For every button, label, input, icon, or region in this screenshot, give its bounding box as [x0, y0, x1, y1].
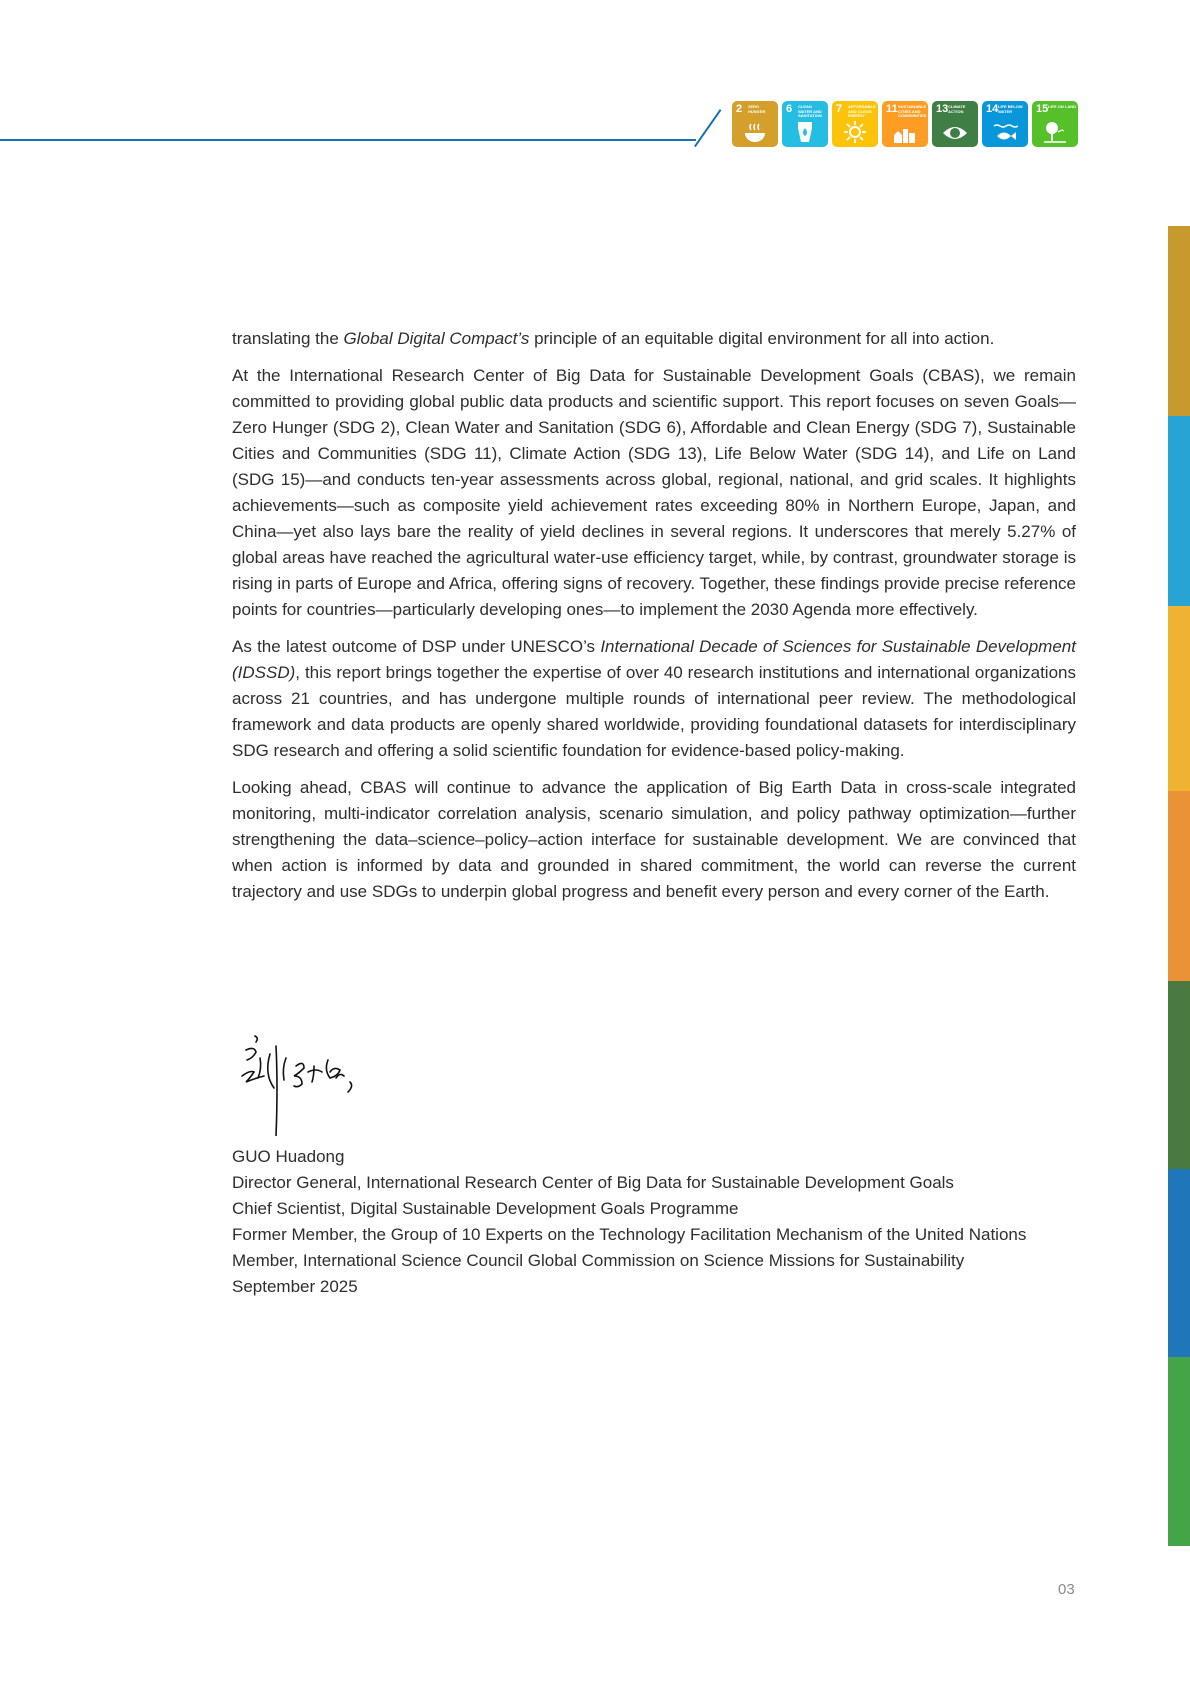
side-bar-segment: [1168, 416, 1190, 606]
paragraph: Looking ahead, CBAS will continue to advance the application of Big Earth Data in cross-scale integrated monitoring, multi-indicator correlation analysis, scenario simulation, and policy pathway optimization—further strengthening the data–science–policy–action interface for sustainable development. We are convinced that when action is informed by data and grounded in shared commitment, the world can reverse the current trajectory and use SDGs to underpin global progress and benefit every person and every corner of the Earth.: [232, 778, 1076, 901]
sdg-color-side-bar: [1168, 226, 1190, 1546]
sdg-15-tile: 15 LIFE ON LAND: [1032, 101, 1078, 147]
side-bar-segment: [1168, 1169, 1190, 1357]
signature-image: [240, 1032, 380, 1136]
fish-icon: [992, 119, 1018, 145]
signature-date: September 2025: [232, 1277, 358, 1296]
sdg-11-tile: 11 SUSTAINABLE CITIES AND COMMUNITIES: [882, 101, 928, 147]
eye-globe-icon: [942, 119, 968, 145]
side-bar-segment: [1168, 981, 1190, 1169]
bowl-icon: [742, 119, 768, 145]
sdg-13-tile: 13 CLIMATE ACTION: [932, 101, 978, 147]
signatory-title: Chief Scientist, Digital Sustainable Development Goals Programme: [232, 1199, 739, 1218]
paragraph: translating the Global Digital Compact’s principle of an equitable digital environment for all into action.: [232, 329, 995, 348]
foreword-body: [232, 326, 1076, 916]
header-slash: [694, 109, 721, 147]
side-bar-segment: [1168, 1357, 1190, 1546]
sdg-icon-row: [732, 101, 1078, 147]
water-drop-icon: [792, 119, 818, 145]
side-bar-segment: [1168, 791, 1190, 981]
signatory-name: GUO Huadong: [232, 1147, 345, 1166]
page-number: 03: [1058, 1581, 1075, 1598]
sdg-2-tile: 2 ZERO HUNGER: [732, 101, 778, 147]
header-rule: [0, 139, 696, 141]
sdg-6-tile: 6 CLEAN WATER AND SANITATION: [782, 101, 828, 147]
signature-block: [232, 1144, 1026, 1300]
signatory-title: Member, International Science Council Global Commission on Science Missions for Sustainability: [232, 1251, 965, 1270]
side-bar-segment: [1168, 226, 1190, 416]
sdg-14-tile: 14 LIFE BELOW WATER: [982, 101, 1028, 147]
sun-icon: [842, 119, 868, 145]
side-bar-segment: [1168, 606, 1190, 791]
sdg-7-tile: 7 AFFORDABLE AND CLEAN ENERGY: [832, 101, 878, 147]
signatory-title: Former Member, the Group of 10 Experts on the Technology Facilitation Mechanism of the United Nations: [232, 1225, 1027, 1244]
paragraph: As the latest outcome of DSP under UNESCO’s International Decade of Sciences for Sustainable Development (IDSSD), this report brings together the expertise of over 40 research institutions and international organizations across 21 countries, and has undergone multiple rounds of international peer review. The methodological framework and data products are openly shared worldwide, providing foundational datasets for interdisciplinary SDG research and offering a solid scientific foundation for evidence-based policy-making.: [232, 637, 1076, 760]
tree-icon: [1042, 119, 1068, 145]
city-icon: [892, 119, 918, 145]
signatory-title: Director General, International Research Center of Big Data for Sustainable Development Goals: [232, 1173, 954, 1192]
paragraph: At the International Research Center of Big Data for Sustainable Development Goals (CBAS), we remain committed to providing global public data products and scientific support. This report focuses on seven Goals—Zero Hunger (SDG 2), Clean Water and Sanitation (SDG 6), Affordable and Clean Energy (SDG 7), Sustainable Cities and Communities (SDG 11), Climate Action (SDG 13), Life Below Water (SDG 14), and Life on Land (SDG 15)—and conducts ten-year assessments across global, regional, national, and grid scales. It highlights achievements—such as composite yield achievement rates exceeding 80% in Northern Europe, Japan, and China—yet also lays bare the reality of yield declines in several regions. It underscores that merely 5.27% of global areas have reached the agricultural water-use efficiency target, while, by contrast, groundwater storage is rising in parts of Europe and Africa, offering signs of recovery. Together, these findings provide precise reference points for countries—particularly developing ones—to implement the 2030 Agenda more effectively.: [232, 366, 1076, 619]
